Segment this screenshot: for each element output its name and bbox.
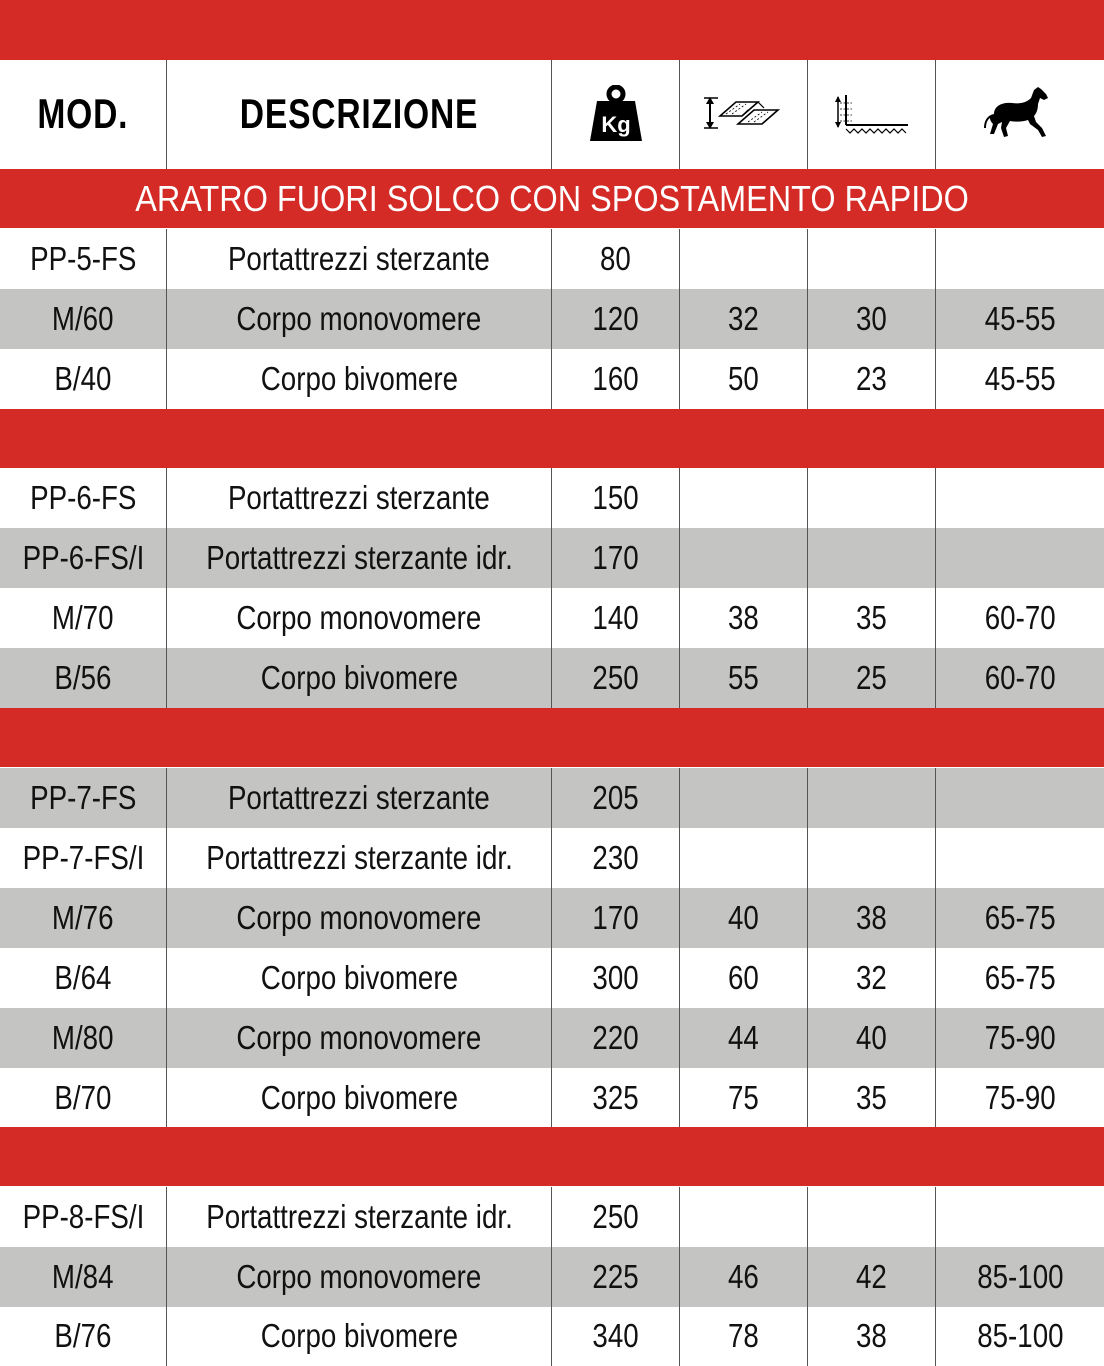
cell-mod: M/84 (52, 1258, 114, 1295)
cell-depth: 38 (856, 1317, 887, 1354)
weight-icon (552, 60, 679, 168)
cell-kg: 300 (592, 959, 639, 996)
cell-kg: 80 (600, 240, 631, 277)
cell-depth (808, 1187, 935, 1247)
cell-width (680, 1187, 807, 1247)
cell-depth: 35 (856, 1079, 887, 1116)
column-divider (551, 468, 552, 708)
cell-kg: 220 (592, 1019, 639, 1056)
cell-hp: 60-70 (984, 659, 1056, 696)
cell-mod: PP-5-FS (29, 240, 137, 277)
cell-desc: Portattrezzi sterzante (228, 240, 490, 277)
column-divider (935, 1187, 936, 1366)
cell-mod: PP-6-FS (29, 479, 137, 516)
column-divider (807, 60, 808, 169)
header-mod: MOD. (37, 90, 129, 137)
cell-width: 32 (728, 300, 759, 337)
cell-desc: Corpo monovomere (236, 899, 482, 936)
cell-hp: 75-90 (984, 1019, 1056, 1056)
cell-mod: PP-7-FS (29, 779, 137, 816)
cell-kg: 150 (592, 479, 639, 516)
column-divider (166, 768, 167, 1127)
column-divider (679, 1187, 680, 1366)
cell-desc: Corpo bivomere (260, 959, 458, 996)
cell-kg: 170 (592, 539, 639, 576)
column-divider (679, 60, 680, 169)
cell-kg: 325 (592, 1079, 639, 1116)
cell-width: 40 (728, 899, 759, 936)
cell-mod: M/60 (52, 300, 114, 337)
cell-desc: Corpo monovomere (236, 1258, 482, 1295)
column-divider (166, 229, 167, 409)
cell-depth: 42 (856, 1258, 887, 1295)
column-divider (935, 768, 936, 1127)
cell-hp: 45-55 (984, 300, 1056, 337)
cell-desc: Corpo bivomere (260, 659, 458, 696)
cell-mod: B/70 (54, 1079, 112, 1116)
cell-mod: M/80 (52, 1019, 114, 1056)
cell-depth: 40 (856, 1019, 887, 1056)
column-divider (807, 1187, 808, 1366)
cell-hp: 60-70 (984, 599, 1056, 636)
cell-desc: Corpo bivomere (260, 360, 458, 397)
cell-kg: 340 (592, 1317, 639, 1354)
column-divider (679, 468, 680, 708)
cell-width (680, 468, 807, 528)
width-icon (680, 60, 807, 168)
cell-hp (936, 828, 1104, 888)
cell-mod: PP-7-FS/I (22, 839, 144, 876)
cell-desc: Corpo monovomere (236, 599, 482, 636)
cell-kg: 170 (592, 899, 639, 936)
cell-desc: Portattrezzi sterzante idr. (205, 539, 513, 576)
cell-depth (808, 229, 935, 289)
cell-hp (936, 1187, 1104, 1247)
cell-desc: Portattrezzi sterzante (228, 779, 490, 816)
cell-hp (936, 768, 1104, 828)
cell-depth: 23 (856, 360, 887, 397)
column-divider (551, 229, 552, 409)
cell-mod: B/56 (54, 659, 112, 696)
depth-icon (808, 60, 935, 168)
cell-kg: 205 (592, 779, 639, 816)
cell-kg: 225 (592, 1258, 639, 1295)
column-divider (551, 768, 552, 1127)
cell-kg: 230 (592, 839, 639, 876)
cell-hp (936, 528, 1104, 588)
column-divider (551, 60, 552, 169)
cell-width (680, 828, 807, 888)
cell-hp: 75-90 (984, 1079, 1056, 1116)
cell-desc: Corpo bivomere (260, 1317, 458, 1354)
column-divider (679, 768, 680, 1127)
cell-depth (808, 528, 935, 588)
cell-desc: Corpo bivomere (260, 1079, 458, 1116)
cell-mod: PP-6-FS/I (22, 539, 144, 576)
cell-width (680, 768, 807, 828)
cell-width: 38 (728, 599, 759, 636)
cell-width: 78 (728, 1317, 759, 1354)
column-divider (166, 1187, 167, 1366)
column-divider (679, 229, 680, 409)
column-divider (935, 60, 936, 169)
horse-icon (936, 60, 1104, 168)
cell-depth: 38 (856, 899, 887, 936)
cell-width: 60 (728, 959, 759, 996)
cell-width: 75 (728, 1079, 759, 1116)
separator-band (0, 409, 1104, 468)
cell-width: 50 (728, 360, 759, 397)
cell-depth: 35 (856, 599, 887, 636)
cell-width (680, 528, 807, 588)
separator-band (0, 1127, 1104, 1186)
cell-width: 55 (728, 659, 759, 696)
cell-desc: Portattrezzi sterzante idr. (205, 839, 513, 876)
cell-mod: M/76 (52, 899, 114, 936)
cell-depth: 25 (856, 659, 887, 696)
column-divider (807, 468, 808, 708)
column-divider (166, 60, 167, 169)
cell-mod: B/64 (54, 959, 112, 996)
column-divider (807, 229, 808, 409)
cell-width (680, 229, 807, 289)
cell-mod: B/76 (54, 1317, 112, 1354)
cell-depth (808, 828, 935, 888)
cell-depth: 30 (856, 300, 887, 337)
cell-width: 46 (728, 1258, 759, 1295)
cell-hp: 65-75 (984, 959, 1056, 996)
cell-kg: 160 (592, 360, 639, 397)
column-divider (807, 768, 808, 1127)
header-descrizione: DESCRIZIONE (239, 90, 479, 137)
separator-band (0, 708, 1104, 767)
column-divider (935, 468, 936, 708)
svg-text:Kg: Kg (600, 112, 631, 137)
cell-kg: 120 (592, 300, 639, 337)
column-divider (935, 229, 936, 409)
cell-kg: 250 (592, 1198, 639, 1235)
cell-mod: B/40 (54, 360, 112, 397)
cell-hp: 45-55 (984, 360, 1056, 397)
top-band (0, 0, 1104, 60)
cell-desc: Portattrezzi sterzante (228, 479, 490, 516)
cell-depth (808, 768, 935, 828)
cell-desc: Corpo monovomere (236, 1019, 482, 1056)
cell-hp (936, 229, 1104, 289)
cell-width: 44 (728, 1019, 759, 1056)
cell-depth: 32 (856, 959, 887, 996)
cell-kg: 140 (592, 599, 639, 636)
cell-mod: PP-8-FS/I (22, 1198, 144, 1235)
cell-kg: 250 (592, 659, 639, 696)
cell-hp: 85-100 (976, 1317, 1064, 1354)
cell-mod: M/70 (52, 599, 114, 636)
section-title: ARATRO FUORI SOLCO CON SPOSTAMENTO RAPIDO (135, 178, 969, 219)
cell-desc: Portattrezzi sterzante idr. (205, 1198, 513, 1235)
cell-hp: 65-75 (984, 899, 1056, 936)
column-divider (166, 468, 167, 708)
column-divider (551, 1187, 552, 1366)
cell-hp: 85-100 (976, 1258, 1064, 1295)
cell-hp (936, 468, 1104, 528)
cell-desc: Corpo monovomere (236, 300, 482, 337)
cell-depth (808, 468, 935, 528)
